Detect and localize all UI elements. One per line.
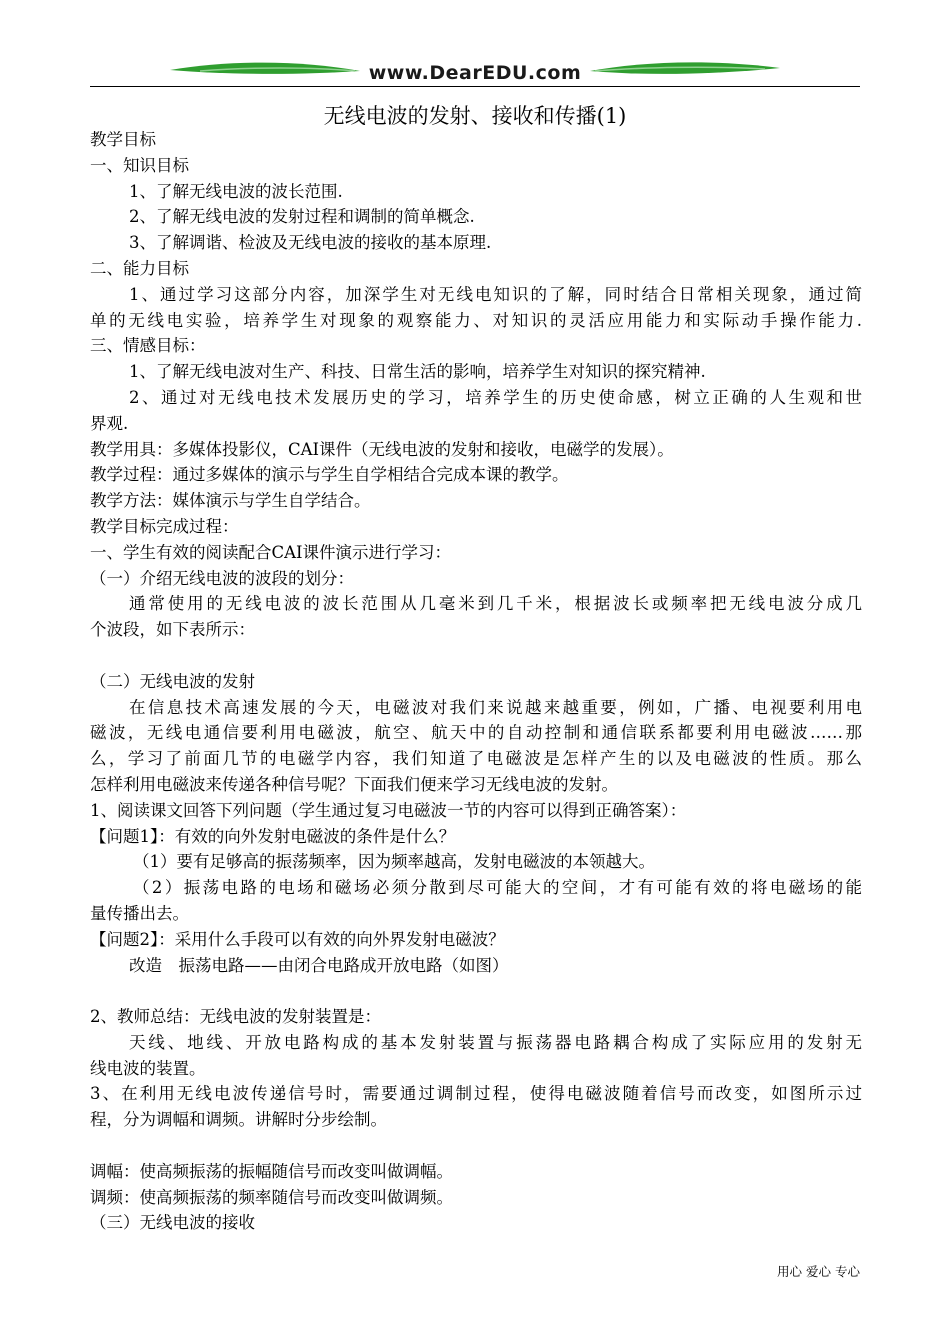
text-line: （2）振荡电路的电场和磁场必须分散到尽可能大的空间，才有可能有效的将电磁场的能 — [133, 878, 862, 898]
text-line: 3、在利用无线电波传递信号时，需要通过调制过程，使得电磁波随着信号而改变，如图所示过 — [90, 1084, 862, 1104]
text-line: （1）要有足够高的振荡频率，因为频率越高，发射电磁波的本领越大。 — [133, 852, 655, 872]
page-footer: 用心 爱心 专心 — [777, 1264, 860, 1279]
text-line: 1、了解无线电波对生产、科技、日常生活的影响，培养学生对知识的探究精神. — [129, 362, 706, 382]
text-line: 调频：使高频振荡的频率随信号而改变叫做调频。 — [90, 1187, 453, 1207]
text-line: 教学目标完成过程： — [90, 516, 239, 536]
question-line: 【问题2】：采用什么手段可以有效的向外界发射电磁波？ — [90, 929, 505, 949]
text-line: 怎样利用电磁波来传递各种信号呢？下面我们便来学习无线电波的发射。 — [90, 774, 618, 794]
subsection-heading: （三）无线电波的接收 — [90, 1213, 255, 1233]
document-title: 无线电波的发射、接收和传播(1) — [323, 104, 627, 128]
text-line: 教学用具：多媒体投影仪，CAI课件（无线电波的发射和接收，电磁学的发展）。 — [90, 439, 674, 459]
text-line: 改造 振荡电路——由闭合电路成开放电路（如图） — [129, 955, 509, 975]
document-body — [90, 127, 862, 1236]
text-line: 2、教师总结：无线电波的发射装置是： — [90, 1007, 381, 1027]
text-line: 1、通过学习这部分内容，加深学生对无线电知识的了解，同时结合日常相关现象，通过简 — [129, 284, 862, 304]
question-line: 【问题1】：有效的向外发射电磁波的条件是什么？ — [90, 826, 456, 846]
text-line: 界观. — [90, 413, 129, 433]
blank-line — [90, 978, 862, 1004]
text-line: 2、了解无线电波的发射过程和调制的简单概念. — [129, 207, 475, 227]
text-line: 教学方法：媒体演示与学生自学结合。 — [90, 491, 371, 511]
text-line: 1、阅读课文回答下列问题（学生通过复习电磁波一节的内容可以得到正确答案）： — [90, 800, 687, 820]
section-heading: 二、能力目标 — [90, 258, 189, 278]
text-line: 3、了解调谐、检波及无线电波的接收的基本原理. — [129, 233, 492, 253]
header-banner — [170, 58, 780, 88]
blank-line — [90, 643, 862, 669]
subsection-heading: （一）介绍无线电波的波段的划分： — [90, 568, 354, 588]
text-line: 磁波，无线电通信要利用电磁波，航空、航天中的自动控制和通信联系都要利用电磁波……那 — [90, 723, 862, 743]
text-line: 在信息技术高速发展的今天，电磁波对我们来说越来越重要，例如，广播、电视要利用电 — [129, 697, 862, 717]
text-line: 单的无线电实验，培养学生对现象的观察能力、对知识的灵活应用能力和实际动手操作能力. — [90, 310, 862, 330]
text-line: 教学目标 — [90, 130, 156, 149]
text-line: 线电波的装置。 — [90, 1058, 206, 1078]
text-line: 2、通过对无线电技术发展历史的学习，培养学生的历史使命感，树立正确的人生观和世 — [129, 387, 862, 407]
text-line: 教学过程：通过多媒体的演示与学生自学相结合完成本课的教学。 — [90, 465, 569, 485]
text-line: 一、学生有效的阅读配合CAI课件演示进行学习： — [90, 542, 452, 562]
text-line: 程，分为调幅和调频。讲解时分步绘制。 — [90, 1110, 387, 1130]
site-logo-text: www.DearEDU.com — [368, 62, 582, 84]
section-heading: 一、知识目标 — [90, 155, 189, 175]
text-line: 调幅：使高频振荡的振幅随信号而改变叫做调幅。 — [90, 1161, 453, 1181]
text-line: 通常使用的无线电波的波长范围从几毫米到几千米，根据波长或频率把无线电波分成几 — [129, 594, 862, 614]
section-heading: 三、情感目标： — [90, 336, 206, 356]
text-line: 么，学习了前面几节的电磁学内容，我们知道了电磁波是怎样产生的以及电磁波的性质。那么 — [90, 749, 862, 769]
header-rule — [90, 86, 860, 87]
text-line: 天线、地线、开放电路构成的基本发射装置与振荡器电路耦合构成了实际应用的发射无 — [129, 1032, 862, 1052]
text-line: 量传播出去。 — [90, 903, 189, 923]
text-line: 1、了解无线电波的波长范围. — [129, 181, 343, 201]
blank-line — [90, 1133, 862, 1159]
text-line: 个波段，如下表所示： — [90, 620, 255, 640]
subsection-heading: （二）无线电波的发射 — [90, 671, 255, 691]
